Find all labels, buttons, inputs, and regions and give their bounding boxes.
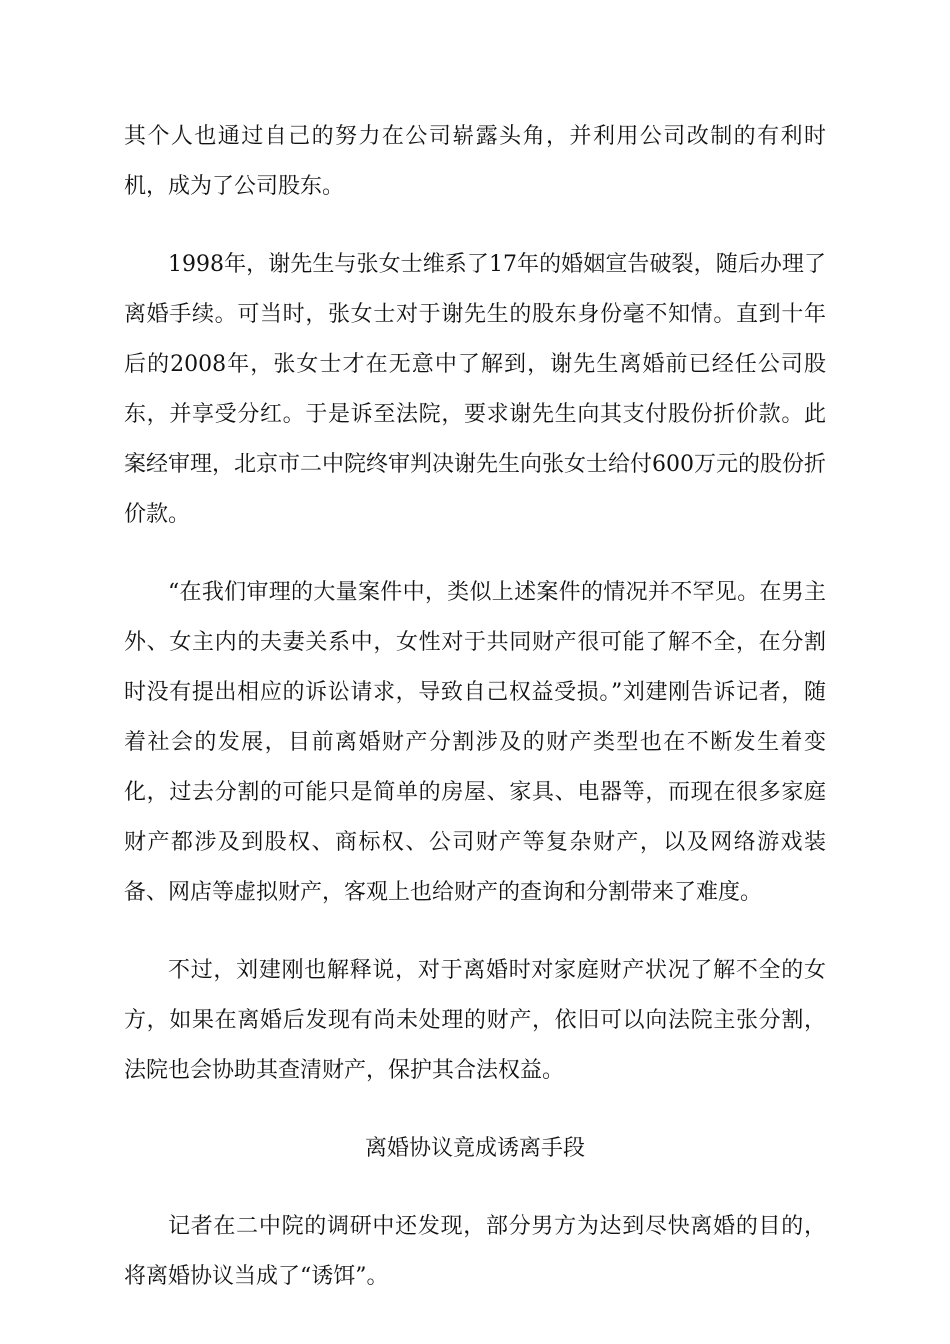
- paragraph-divorce-case: 1998年，谢先生与张女士维系了17年的婚姻宣告破裂，随后办理了离婚手续。可当时，张女士对于谢先生的股东身份毫不知情。直到十年后的2008年，张女士才在无意中了解到，谢先生离婚前已经任公司股东，并享受分红。于是诉至法院，要求谢先生向其支付股份折价款。此案经审理，北京市二中院终审判决谢先生向张女士给付600万元的股份折价款。: [124, 252, 826, 527]
- paragraph-continued: 其个人也通过自己的努力在公司崭露头角，并利用公司改制的有利时机，成为了公司股东。: [124, 124, 826, 199]
- paragraph-explanation: 不过，刘建刚也解释说，对于离婚时对家庭财产状况了解不全的女方，如果在离婚后发现有尚未处理的财产，依旧可以向法院主张分割，法院也会协助其查清财产，保护其合法权益。: [124, 958, 826, 1083]
- section-heading: 离婚协议竟成诱离手段: [364, 1136, 585, 1161]
- document-body: [124, 112, 826, 1330]
- paragraph-judge-quote: “在我们审理的大量案件中，类似上述案件的情况并不罕见。在男主外、女主内的夫妻关系中，女性对于共同财产很可能了解不全，在分割时没有提出相应的诉讼请求，导致自己权益受损。”刘建刚告诉记者，随着社会的发展，目前离婚财产分割涉及的财产类型也在不断发生着变化，过去分割的可能只是简单的房屋、家具、电器等，而现在很多家庭财产都涉及到股权、商标权、公司财产等复杂财产，以及网络游戏装备、网店等虚拟财产，客观上也给财产的查询和分割带来了难度。: [124, 580, 826, 905]
- paragraph-closing: 记者在二中院的调研中还发现，部分男方为达到尽快离婚的目的，将离婚协议当成了“诱饵”。: [124, 1214, 826, 1289]
